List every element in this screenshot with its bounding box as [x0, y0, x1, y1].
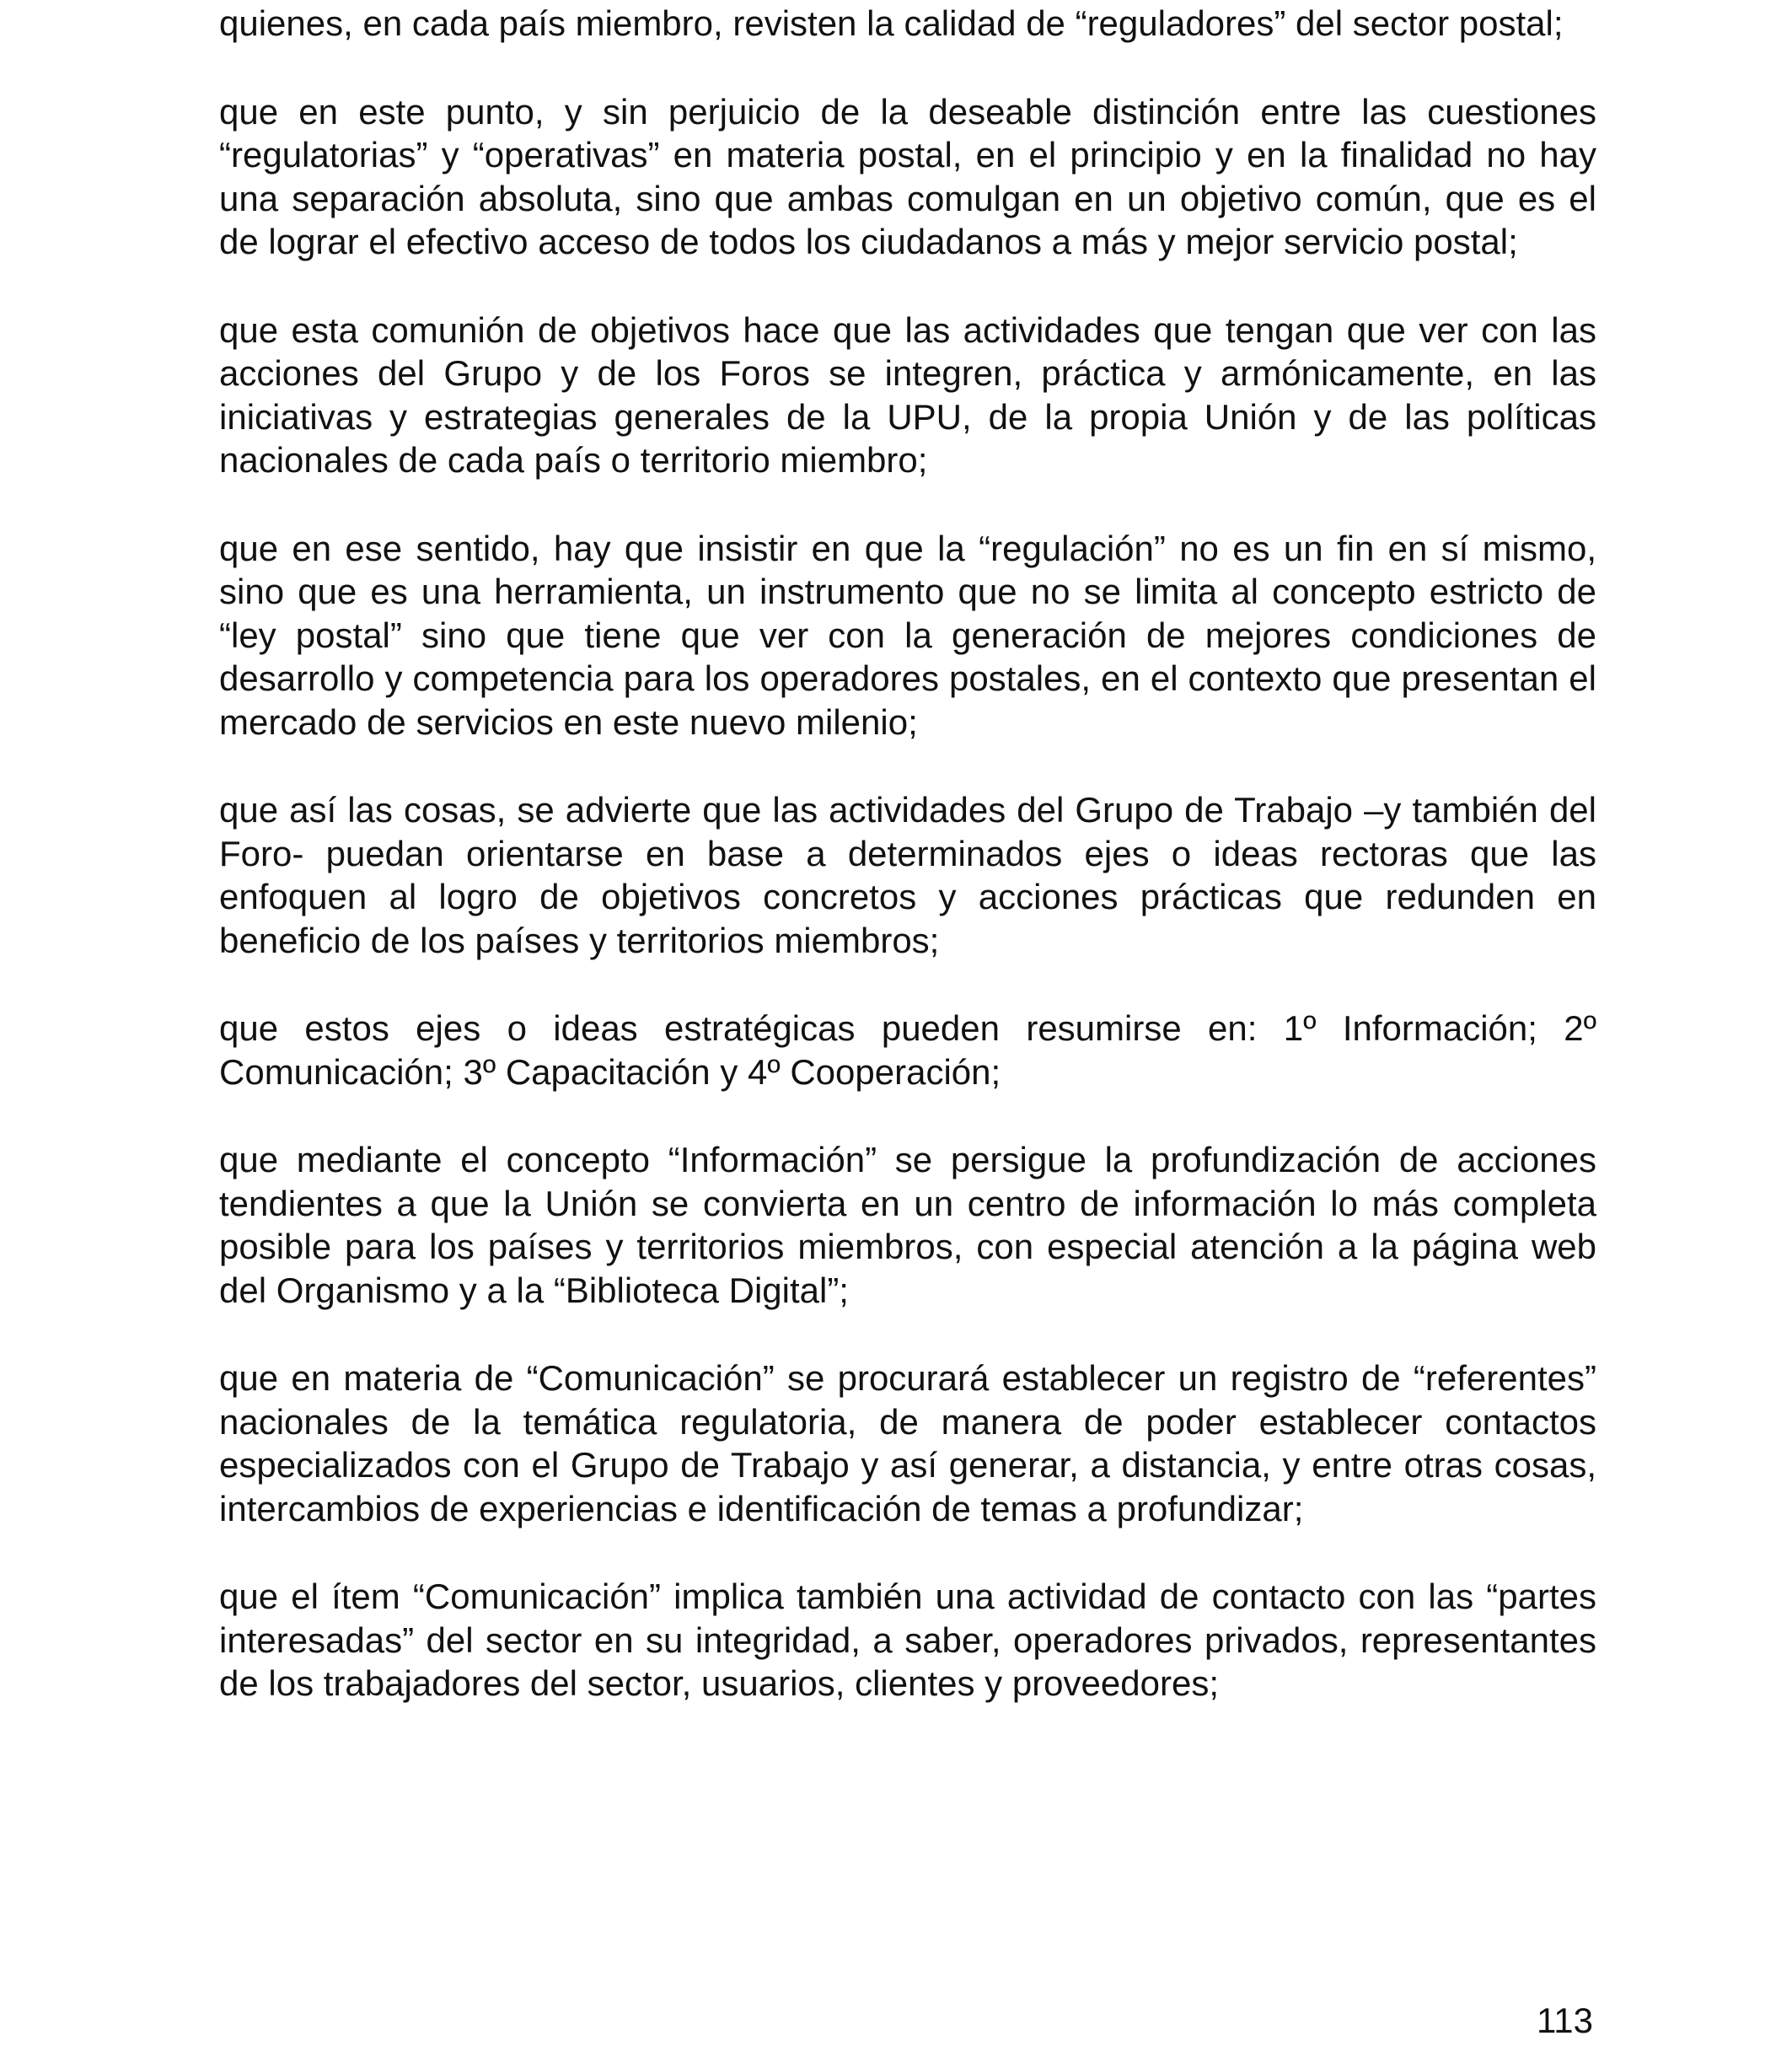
document-body: [219, 2, 1596, 1750]
page-number: 113: [1537, 2001, 1593, 2040]
paragraph: que así las cosas, se advierte que las actividades del Grupo de Trabajo –y también del Foro- puedan orientarse en base a determinados ejes o ideas rectoras que las enfoquen al logro de objetivos concretos y acciones prácticas que redunden en beneficio de los países y territorios miembros;: [219, 790, 1596, 960]
paragraph: quienes, en cada país miembro, revisten la calidad de “reguladores” del sector postal;: [219, 3, 1564, 43]
paragraph: que el ítem “Comunicación” implica también una actividad de contacto con las “partes interesadas” del sector en su integridad, a saber, operadores privados, representantes de los trabajadores del sector, usuarios, clientes y proveedores;: [219, 1577, 1596, 1703]
paragraph: que estos ejes o ideas estratégicas pueden resumirse en: 1º Información; 2º Comunicación; 3º Capacitación y 4º Cooperación;: [219, 1008, 1596, 1092]
paragraph: que en este punto, y sin perjuicio de la deseable distinción entre las cuestiones “regulatorias” y “operativas” en materia postal, en el principio y en la finalidad no hay una separación absoluta, sino que ambas comulgan en un objetivo común, que es el de lograr el efectivo acceso de todos los ciudadanos a más y mejor servicio postal;: [219, 91, 1596, 261]
paragraph: que mediante el concepto “Información” se persigue la profundización de acciones tendientes a que la Unión se convierta en un centro de información lo más completa posible para los países y territorios miembros, con especial atención a la página web del Organismo y a la “Biblioteca Digital”;: [219, 1140, 1596, 1310]
paragraph: que esta comunión de objetivos hace que las actividades que tengan que ver con las acciones del Grupo y de los Foros se integren, práctica y armónicamente, en las iniciativas y estrategias generales de la UPU, de la propia Unión y de las políticas nacionales de cada país o territorio miembro;: [219, 309, 1596, 480]
paragraph: que en materia de “Comunicación” se procurará establecer un registro de “referentes” nacionales de la temática regulatoria, de manera de poder establecer contactos especializados con el Grupo de Trabajo y así generar, a distancia, y entre otras cosas, intercambios de experiencias e identificación de temas a profundizar;: [219, 1358, 1596, 1528]
paragraph: que en ese sentido, hay que insistir en que la “regulación” no es un fin en sí mismo, sino que es una herramienta, un instrumento que no se limita al concepto estricto de “ley postal” sino que tiene que ver con la generación de mejores condiciones de desarrollo y competencia para los operadores postales, en el contexto que presentan el mercado de servicios en este nuevo milenio;: [219, 528, 1596, 742]
